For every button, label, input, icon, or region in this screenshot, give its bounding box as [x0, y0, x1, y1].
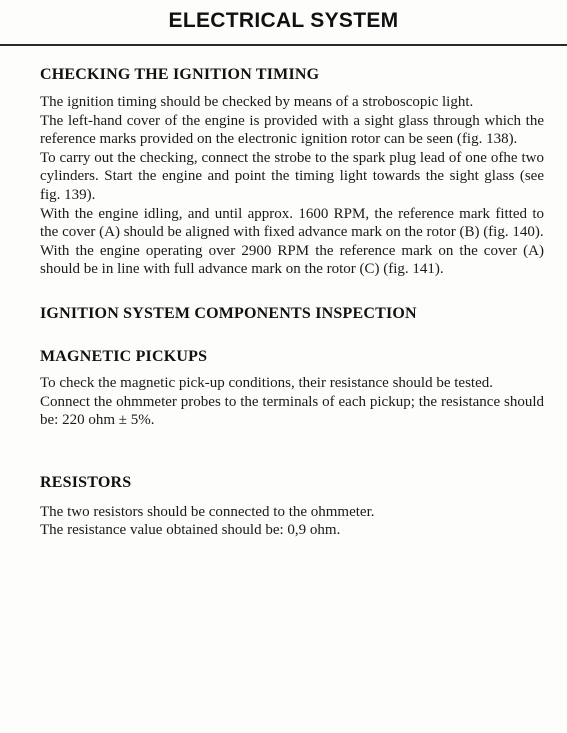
- section-heading: RESISTORS: [40, 473, 132, 491]
- page-title: ELECTRICAL SYSTEM: [168, 9, 399, 32]
- section-ignition-components-inspection: [40, 305, 544, 323]
- section-resistors: [40, 474, 544, 540]
- paragraph: Connect the ohmmeter probes to the terminals of each pickup; the resistance should be: 220 ohm ± 5%.: [40, 393, 544, 429]
- paragraph: The two resistors should be connected to the ohmmeter.: [40, 503, 375, 520]
- paragraph: To check the magnetic pick-up conditions, their resistance should be tested.: [40, 374, 493, 391]
- section-magnetic-pickups: [40, 348, 544, 430]
- page-header: [0, 0, 567, 46]
- section-body: [40, 93, 544, 279]
- page-content: [40, 66, 544, 540]
- paragraph: The resistance value obtained should be: 0,9 ohm.: [40, 522, 341, 539]
- section-heading: IGNITION SYSTEM COMPONENTS INSPECTION: [40, 304, 417, 322]
- section-heading: CHECKING THE IGNITION TIMING: [40, 66, 320, 83]
- section-heading: MAGNETIC PICKUPS: [40, 347, 208, 365]
- section-body: [40, 374, 544, 430]
- section-body: [40, 503, 544, 540]
- paragraph: With the engine idling, and until approx. 1600 RPM, the reference mark fitted to the cover (A) should be aligned with fixed advance mark on the rotor (B) (fig. 140).: [40, 205, 544, 241]
- paragraph: To carry out the checking, connect the strobe to the spark plug lead of one ofhe two cylinders. Start the engine and point the timing light towards the sight glass (see fig. 139).: [40, 149, 544, 203]
- paragraph: The ignition timing should be checked by means of a stroboscopic light.: [40, 94, 474, 110]
- section-checking-ignition-timing: [40, 66, 544, 279]
- paragraph: The left-hand cover of the engine is provided with a sight glass through which the reference marks provided on the electronic ignition rotor can be seen (fig. 138).: [40, 112, 544, 148]
- paragraph: With the engine operating over 2900 RPM the reference mark on the cover (A) should be in line with full advance mark on the rotor (C) (fig. 141).: [40, 242, 544, 278]
